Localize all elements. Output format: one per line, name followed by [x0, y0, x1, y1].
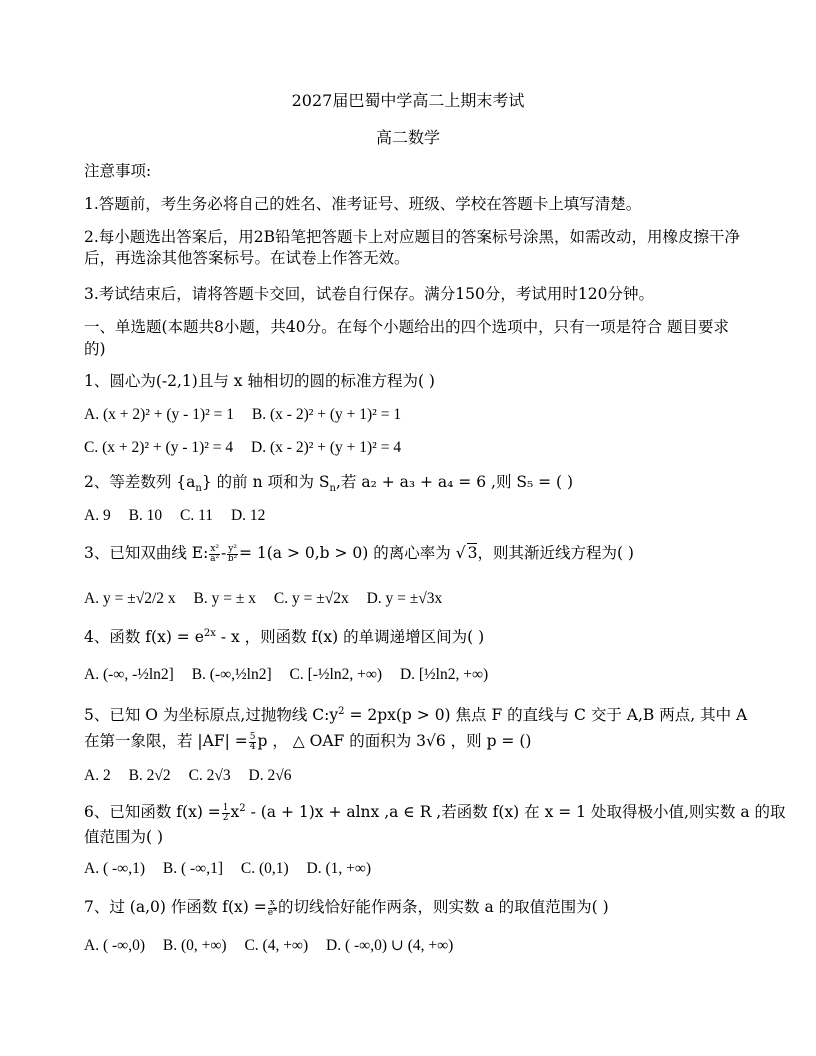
q4-option-c: C. [-½ln2, +∞)	[289, 666, 383, 683]
q1-option-c: C. (x + 2)² + (y - 1)² = 4	[84, 439, 234, 456]
q5-stem-part: 在第一象限，若 |AF| =	[84, 732, 248, 750]
q5-option-b: B. 2√2	[128, 767, 171, 784]
q4-stem-part: - x ，则函数 f(x) 的单调递增区间为( )	[220, 628, 485, 646]
q3-option-a: A. y = ±√2/2 x	[84, 590, 176, 607]
notice-heading: 注意事项:	[84, 162, 152, 180]
q3-stem-part: = 1(a > 0,b > 0) 的离心率为	[238, 544, 451, 562]
q3-options	[84, 588, 746, 610]
q5-stem-part: 5、已知 O 为坐标原点,过抛物线 C:y	[84, 706, 339, 724]
q4-option-d: D. [½ln2, +∞)	[399, 666, 489, 683]
q4-options	[84, 664, 746, 686]
q3-stem-part: ，则其渐近线方程为( )	[477, 544, 634, 562]
q5-option-a: A. 2	[84, 767, 111, 784]
q3-option-b: B. y = ± x	[193, 590, 256, 607]
q2-stem-part: 2、等差数列 {a	[84, 473, 196, 491]
q7-option-b: B. (0, +∞)	[162, 937, 227, 954]
q5-fraction: $\frac{5}{4}$	[249, 731, 256, 752]
q3-stem: 3、已知双曲线 E: $\frac{\text{x²}}{\text{a²}}$ - $\frac{\text{y²}}{\text{b²}}$ = 1(a > 0,b > 0) 的离心率为 √ 3，则其渐近线方程为( )	[84, 543, 634, 564]
q5-options	[84, 765, 746, 787]
q2-stem: 2、等差数列 $\{a_n\}$ 的前 n 项和为 $S_n$,若 a₂ + a₃ + a₄ = 6 ,则 S₅ = ( )	[84, 473, 574, 495]
q1-options-row1	[84, 404, 746, 426]
q2-option-a: A. 9	[84, 507, 111, 524]
exam-title: 2027届巴蜀中学高二上期末考试	[291, 91, 525, 110]
q4-stem-part: 4、函数 f(x) = e	[84, 628, 204, 646]
q2-stem-part: ,若 a₂ + a₃ + a₄ = 6 ,则 S₅ = ( )	[335, 473, 574, 491]
q6-option-a: A. ( -∞,1)	[84, 860, 145, 877]
q3-fraction-x: $\frac{\text{x²}}{\text{a²}}$	[210, 543, 220, 564]
notice-item-3: 3.考试结束后，请将答题卡交回，试卷自行保存。满分150分，考试用时120分钟。	[84, 285, 654, 303]
notice-item-1: 1.答题前，考生务必将自己的姓名、准考证号、班级、学校在答题卡上填写清楚。	[84, 195, 642, 213]
q3-option-d: D. y = ±√3x	[366, 590, 443, 607]
q3-fraction-y: $\frac{\text{y²}}{\text{b²}}$	[227, 543, 238, 564]
q6-option-c: C. (0,1)	[240, 860, 289, 877]
q5-stem-part: p ， △ OAF 的面积为 3√6 ，则 p = ()	[257, 732, 532, 750]
q6-fraction: $\frac{1}{2}$	[222, 802, 229, 823]
section-heading: 一、单选题(本题共8小题，共40分。在每个小题给出的四个选项中，只有一项是符合 题目要求的)	[84, 318, 730, 358]
q2-options	[84, 505, 746, 527]
q7-option-d: D. ( -∞,0) ∪ (4, +∞)	[326, 937, 454, 954]
q6-stem-line2: 值范围为( )	[84, 828, 164, 846]
q6-options	[84, 858, 746, 880]
q7-option-c: C. (4, +∞)	[244, 937, 309, 954]
q7-stem-part: 7、过 (a,0) 作函数 f(x) =	[84, 898, 267, 916]
q7-fraction: $\frac{x}{e^x}$	[267, 897, 278, 918]
q4-option-a: A. (-∞, -½ln2]	[84, 666, 174, 683]
q4-option-b: B. (-∞,½ln2]	[191, 666, 272, 683]
q3-option-c: C. y = ±√2x	[273, 590, 349, 607]
q6-stem-part: - (a + 1)x + alnx ,a ∈ R ,若函数 f(x) 在 x = 1 处取得极小值,则实数 a 的取	[250, 803, 786, 821]
q2-stem-part: } 的前 n 项和为 S	[201, 473, 330, 491]
q5-stem-line2	[84, 730, 746, 752]
q6-option-b: B. ( -∞,1]	[162, 860, 223, 877]
exam-subtitle: 高二数学	[375, 128, 440, 147]
q1-option-b: B. (x - 2)² + (y + 1)² = 1	[251, 406, 402, 423]
q6-stem-part: 6、已知函数 f(x) =	[84, 803, 221, 821]
q7-stem-part: 的切线恰好能作两条，则实数 a 的取值范围为( )	[278, 898, 609, 916]
q1-stem: 1、圆心为(-2,1)且与 x 轴相切的圆的标准方程为( )	[84, 372, 435, 390]
q1-option-a: A. (x + 2)² + (y - 1)² = 1	[84, 406, 235, 423]
q1-options-row2	[84, 437, 746, 459]
q2-option-d: D. 12	[230, 507, 266, 524]
q5-option-d: D. 2√6	[248, 767, 292, 784]
q5-stem-part: = 2px(p > 0) 焦点 F 的直线与 C 交于 A,B 两点, 其中 A	[349, 706, 748, 724]
q2-option-b: B. 10	[128, 507, 163, 524]
q6-stem-line1: 6、已知函数 f(x) = $\frac{1}{2}$ $x^2 - (a + 1)x + alnx$ ,a ∈ R ,若函数 f(x) 在 x = 1 处取得极小值,则实数 a 的取	[84, 802, 786, 823]
q4-stem: 4、函数 $f(x) = e^{2x} - x$ ，则函数 f(x) 的单调递增区间为( )	[84, 627, 485, 646]
q3-stem-part: 3、已知双曲线 E:	[84, 544, 209, 562]
notice-item-2: 2.每小题选出答案后，用2B铅笔把答题卡上对应题目的答案标号涂黑，如需改动，用橡皮擦干净后，再选涂其他答案标号。在试卷上作答无效。	[84, 228, 741, 267]
q7-options	[84, 935, 746, 957]
q7-option-a: A. ( -∞,0)	[84, 937, 145, 954]
q5-option-c: C. 2√3	[188, 767, 231, 784]
q5-stem-line1: 5、已知 O 为坐标原点,过抛物线 $C:y^2 = 2px(p > 0)$ 焦点 F 的直线与 C 交于 A,B 两点, 其中 A	[84, 705, 748, 724]
q1-option-d: D. (x - 2)² + (y + 1)² = 4	[251, 439, 402, 456]
q2-option-c: C. 11	[180, 507, 214, 524]
q6-option-d: D. (1, +∞)	[306, 860, 372, 877]
q7-stem	[84, 896, 746, 918]
